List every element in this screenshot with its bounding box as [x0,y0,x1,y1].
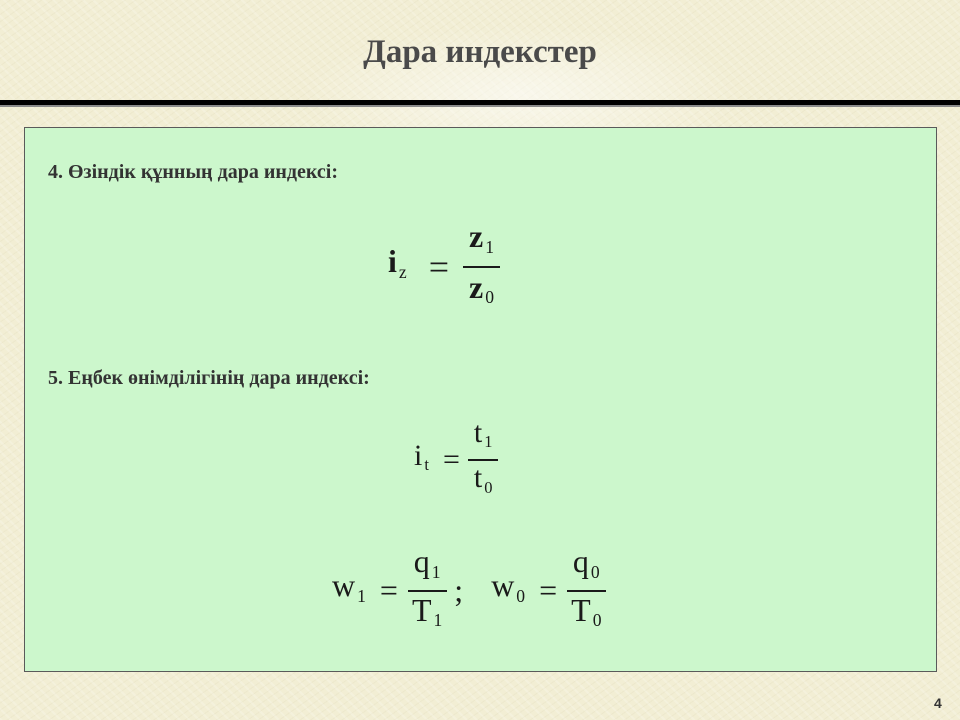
slide-title: Дара индекстер [363,34,597,70]
formula-subscript: 0 [516,585,526,606]
formula-symbol: z [469,268,484,305]
fraction-denominator [406,592,448,639]
formula-symbol: i [388,243,397,280]
formula-cost-index [388,217,500,316]
formula-symbol: w [332,567,356,604]
formula-subscript: 1 [357,585,366,606]
formula-subscript: z [398,261,407,282]
formula-productivity-index [414,416,498,505]
formula-subscript: 1 [485,236,495,257]
equals-sign: = [379,572,398,609]
fraction [468,416,499,505]
formula-subscript: 1 [433,610,443,631]
fraction-numerator [463,217,500,268]
formula-symbol: T [571,591,591,628]
fraction-numerator [408,543,447,592]
fraction-denominator [463,268,500,317]
formula-subscript: 0 [485,287,495,308]
formula-subscript: t [424,454,429,474]
fraction [463,217,500,316]
formula-symbol: T [411,591,432,628]
formula-lhs-w1 [332,567,366,614]
formula-symbol: q [413,543,430,579]
equals-sign: = [428,246,450,287]
page-number: 4 [934,695,942,711]
formula-subscript: 0 [592,610,602,631]
formula-symbol: t [473,461,483,495]
formula-symbol: q [572,543,589,579]
formula-subscript: 1 [484,432,493,452]
equals-sign: = [539,572,558,609]
formula-symbol: i [414,438,423,472]
formula-symbol: w [491,567,515,604]
formula-subscript: 0 [484,477,493,497]
formula-lhs-w0 [491,567,525,614]
fraction-w1 [406,543,448,638]
formula-lhs [388,242,407,291]
section-label-cost-index: 4. Өзіндік құнның дара индексі: [48,161,338,183]
formula-subscript: 0 [590,561,600,582]
formula-output-per-worker [332,543,607,638]
formula-lhs [414,439,429,482]
fraction-w0 [565,543,607,638]
formula-separator: ; [454,572,464,609]
fraction-numerator [468,416,499,461]
title-divider-shadow [0,105,960,107]
equals-sign: = [442,443,460,477]
formula-symbol: t [473,416,483,449]
fraction-denominator [565,592,607,639]
fraction-numerator [567,543,606,592]
section-label-productivity-index: 5. Еңбек өнімділігінің дара индексі: [48,367,370,389]
formula-symbol: z [469,218,484,254]
fraction-denominator [468,461,499,504]
formula-subscript: 1 [431,561,441,582]
